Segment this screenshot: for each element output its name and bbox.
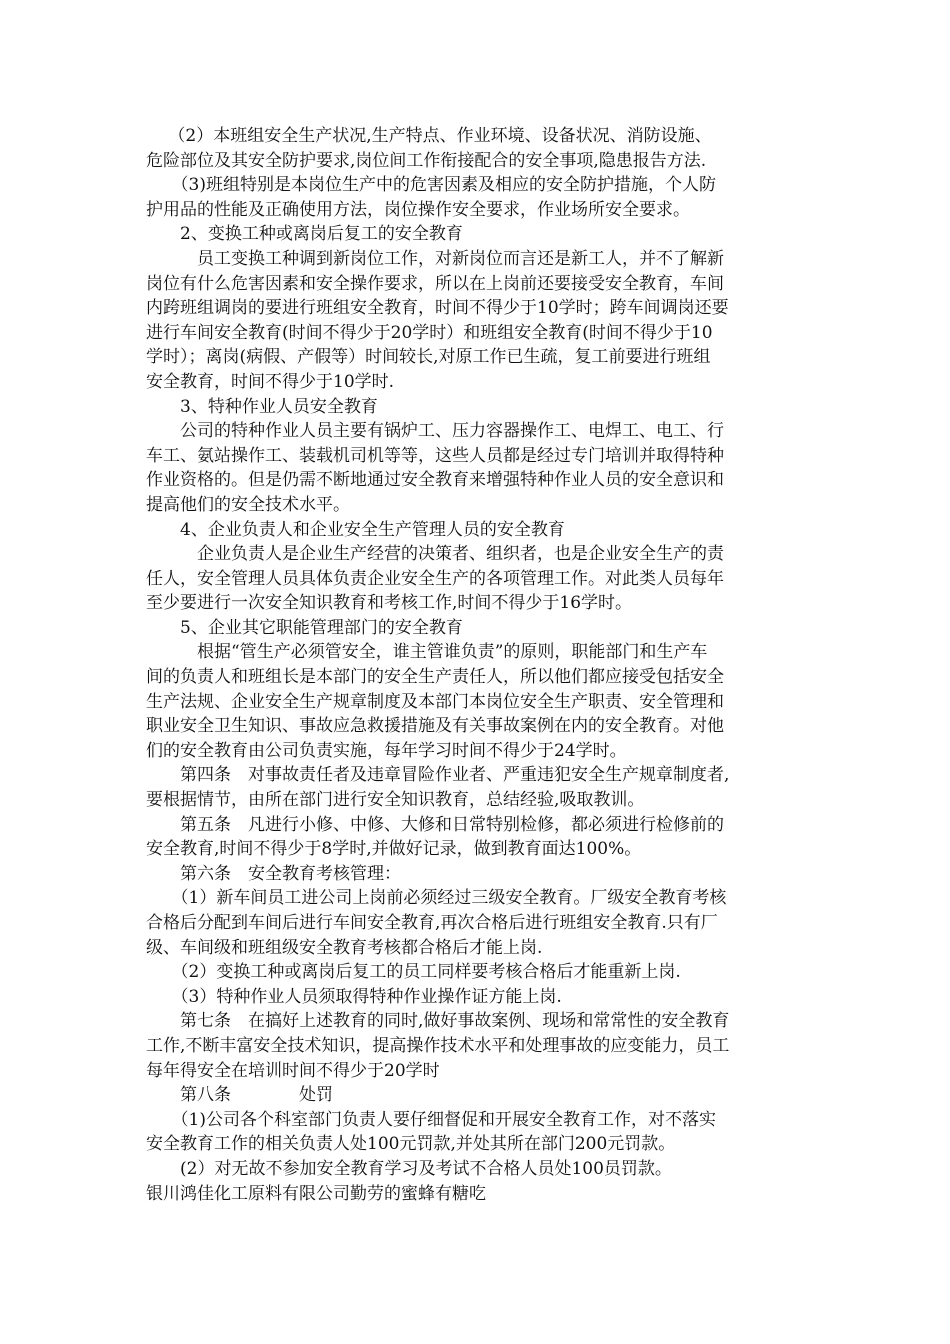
- section-heading: 2、变换工种或离岗后复工的安全教育: [146, 224, 463, 245]
- article-line: 第五条 凡进行小修、中修、大修和日常特别检修，都必须进行检修前的: [146, 814, 724, 835]
- document-body: [146, 124, 816, 1206]
- text-line: （2）本班组安全生产状况,生产特点、作业环境、设备状况、消防设施、: [146, 126, 712, 146]
- text-line: 要根据情节，由所在部门进行安全知识教育，总结经验,吸取教训。: [146, 790, 645, 811]
- text-line: 作业资格的。但是仍需不断地通过安全教育来增强特种作业人员的安全意识和: [146, 470, 724, 491]
- text-line: 护用品的性能及正确使用方法，岗位操作安全要求，作业场所安全要求。: [146, 199, 690, 220]
- text-line: 根据“管生产必须管安全，谁主管谁负责”的原则，职能部门和生产车: [146, 642, 708, 663]
- section-heading: 4、企业负责人和企业安全生产管理人员的安全教育: [146, 519, 565, 540]
- footer-company-line: 银川鸿佳化工原料有限公司勤劳的蜜蜂有糖吃: [146, 1183, 486, 1204]
- text-line: 任人，安全管理人员具体负责企业安全生产的各项管理工作。对此类人员每年: [146, 568, 724, 589]
- article-line: 第六条 安全教育考核管理：: [146, 863, 401, 884]
- text-line: 合格后分配到车间后进行车间安全教育,再次合格后进行班组安全教育.只有厂: [146, 913, 718, 933]
- text-line: 级、车间级和班组级安全教育考核都合格后才能上岗.: [146, 937, 543, 958]
- text-line: （1)公司各个科室部门负责人要仔细督促和开展安全教育工作，对不落实: [146, 1109, 716, 1130]
- text-line: （3）特种作业人员须取得特种作业操作证方能上岗.: [146, 986, 562, 1007]
- text-line: 员工变换工种调到新岗位工作，对新岗位而言还是新工人，并不了解新: [146, 248, 724, 269]
- text-line: （1）新车间员工进公司上岗前必须经过三级安全教育。厂级安全教育考核: [146, 888, 727, 909]
- text-line: （3)班组特别是本岗位生产中的危害因素及相应的安全防护措施，个人防: [146, 175, 716, 196]
- text-line: 间的负责人和班组长是本部门的安全生产责任人，所以他们都应接受包括安全: [146, 667, 724, 688]
- article-line: 第八条 处罚: [146, 1085, 333, 1106]
- text-line: 企业负责人是企业生产经营的决策者、组织者，也是企业安全生产的责: [146, 544, 724, 565]
- text-line: 学时）；离岗(病假、产假等）时间较长,对原工作已生疏，复工前要进行班组: [146, 347, 711, 368]
- text-line: 安全教育,时间不得少于8学时,并做好记录，做到教育面达100%。: [146, 839, 642, 860]
- text-line: 生产法规、企业安全生产规章制度及本部门本岗位安全生产职责、安全管理和: [146, 691, 724, 712]
- text-line: 危险部位及其安全防护要求,岗位间工作衔接配合的安全事项,隐患报告方法.: [146, 150, 707, 171]
- text-line: 公司的特种作业人员主要有锅炉工、压力容器操作工、电焊工、电工、行: [146, 421, 724, 442]
- text-line: 提高他们的安全技术水平。: [146, 494, 350, 515]
- text-line: 安全教育工作的相关负责人处100元罚款,并处其所在部门200元罚款。: [146, 1134, 676, 1155]
- text-line: 工作,不断丰富安全技术知识，提高操作技术水平和处理事故的应变能力，员工: [146, 1035, 730, 1056]
- text-line: （2）变换工种或离岗后复工的员工同样要考核合格后才能重新上岗.: [146, 962, 681, 983]
- text-line: 车工、氨站操作工、装载机司机等等，这些人员都是经过专门培训并取得特种: [146, 445, 724, 466]
- text-line: 内跨班组调岗的要进行班组安全教育，时间不得少于10学时；跨车间调岗还要: [146, 298, 729, 319]
- section-heading: 3、特种作业人员安全教育: [146, 396, 378, 417]
- text-line: 们的安全教育由公司负责实施，每年学习时间不得少于24学时。: [146, 740, 627, 761]
- text-line: (2）对无故不参加安全教育学习及考试不合格人员处100员罚款。: [146, 1158, 672, 1179]
- article-line: 第四条 对事故责任者及违章冒险作业者、严重违犯安全生产规章制度者,: [146, 765, 730, 786]
- text-line: 职业安全卫生知识、事故应急救援措施及有关事故案例在内的安全教育。对他: [146, 716, 724, 737]
- text-line: 岗位有什么危害因素和安全操作要求，所以在上岗前还要接受安全教育，车间: [146, 273, 724, 294]
- text-line: 进行车间安全教育(时间不得少于20学时）和班组安全教育(时间不得少于10: [146, 322, 713, 343]
- text-block: [146, 124, 816, 1206]
- article-line: 第七条 在搞好上述教育的同时,做好事故案例、现场和常常性的安全教育: [146, 1011, 730, 1032]
- text-line: 至少要进行一次安全知识教育和考核工作,时间不得少于16学时。: [146, 593, 633, 614]
- section-heading: 5、企业其它职能管理部门的安全教育: [146, 617, 463, 638]
- text-line: 每年得安全在培训时间不得少于20学时: [146, 1060, 440, 1081]
- text-line: 安全教育，时间不得少于10学时.: [146, 371, 395, 392]
